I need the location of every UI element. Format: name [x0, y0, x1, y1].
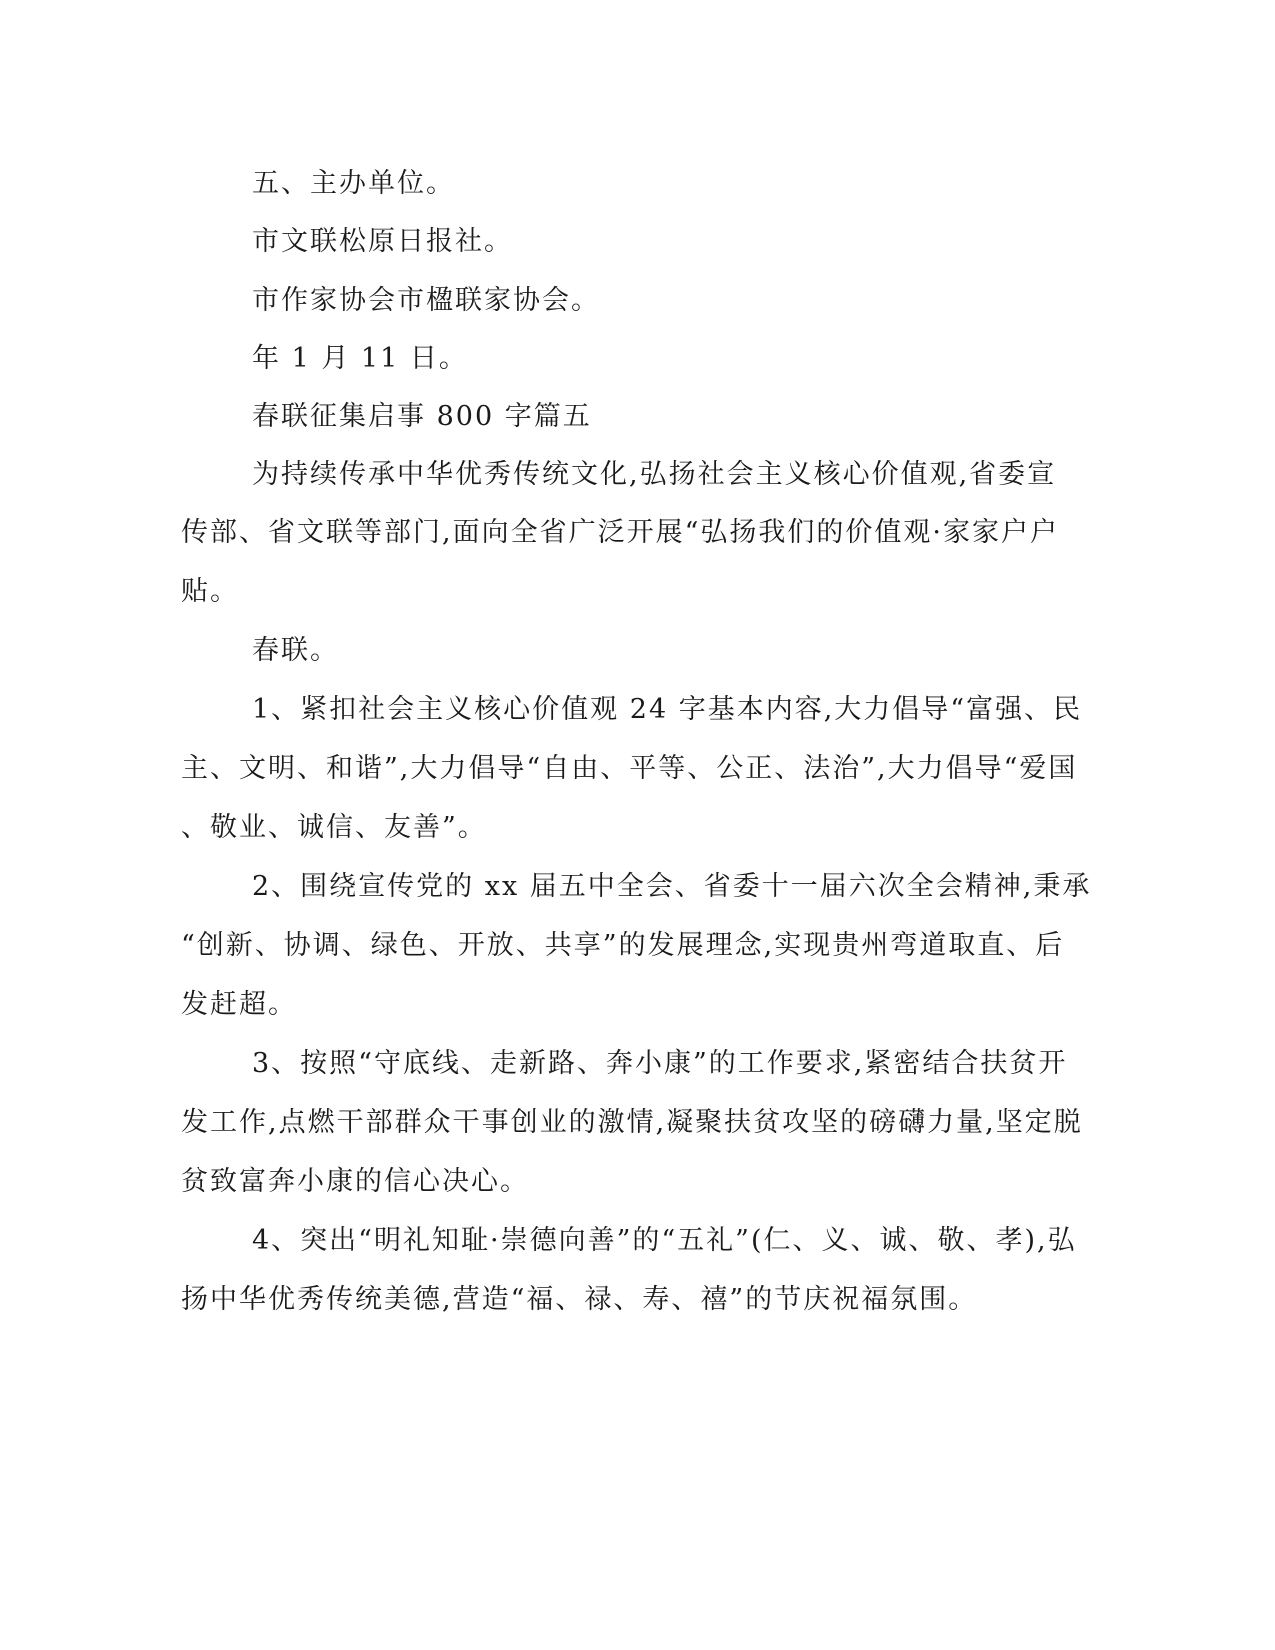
paragraph-line: 贴。 [181, 576, 239, 607]
list-item-4-line: 4、突出“明礼知耻·崇德向善”的“五礼”(仁、义、诚、敬、孝),弘 [252, 1225, 1077, 1256]
organizer-line-2: 市作家协会市楹联家协会。 [252, 285, 600, 316]
list-item-3-line: 3、按照“守底线、走新路、奔小康”的工作要求,紧密结合扶贫开 [252, 1048, 1068, 1079]
list-item-1-line: 1、紧扣社会主义核心价值观 24 字基本内容,大力倡导“富强、民 [252, 694, 1083, 725]
paragraph-line: 为持续传承中华优秀传统文化,弘扬社会主义核心价值观,省委宣 [252, 459, 1057, 490]
date-line: 年 1 月 11 日。 [252, 343, 468, 374]
list-item-2-line: 2、围绕宣传党的 xx 届五中全会、省委十一届六次全会精神,秉承 [252, 871, 1092, 902]
list-item-2-line: 发赶超。 [181, 989, 297, 1020]
section-heading: 五、主办单位。 [252, 168, 455, 199]
list-item-2-line: “创新、协调、绿色、开放、共享”的发展理念,实现贵州弯道取直、后 [181, 930, 1065, 961]
list-item-3-line: 贫致富奔小康的信心决心。 [181, 1166, 529, 1197]
paragraph-line: 春联。 [252, 635, 339, 666]
list-item-1-line: 主、文明、和谐”,大力倡导“自由、平等、公正、法治”,大力倡导“爱国 [181, 753, 1078, 784]
organizer-line-1: 市文联松原日报社。 [252, 226, 513, 257]
list-item-3-line: 发工作,点燃干部群众干事创业的激情,凝聚扶贫攻坚的磅礴力量,坚定脱 [181, 1107, 1083, 1138]
article-title: 春联征集启事 800 字篇五 [252, 401, 592, 432]
paragraph-line: 传部、省文联等部门,面向全省广泛开展“弘扬我们的价值观·家家户户 [181, 517, 1059, 548]
list-item-1-line: 、敬业、诚信、友善”。 [181, 812, 487, 843]
list-item-4-line: 扬中华优秀传统美德,营造“福、禄、寿、禧”的节庆祝福氛围。 [181, 1284, 978, 1315]
